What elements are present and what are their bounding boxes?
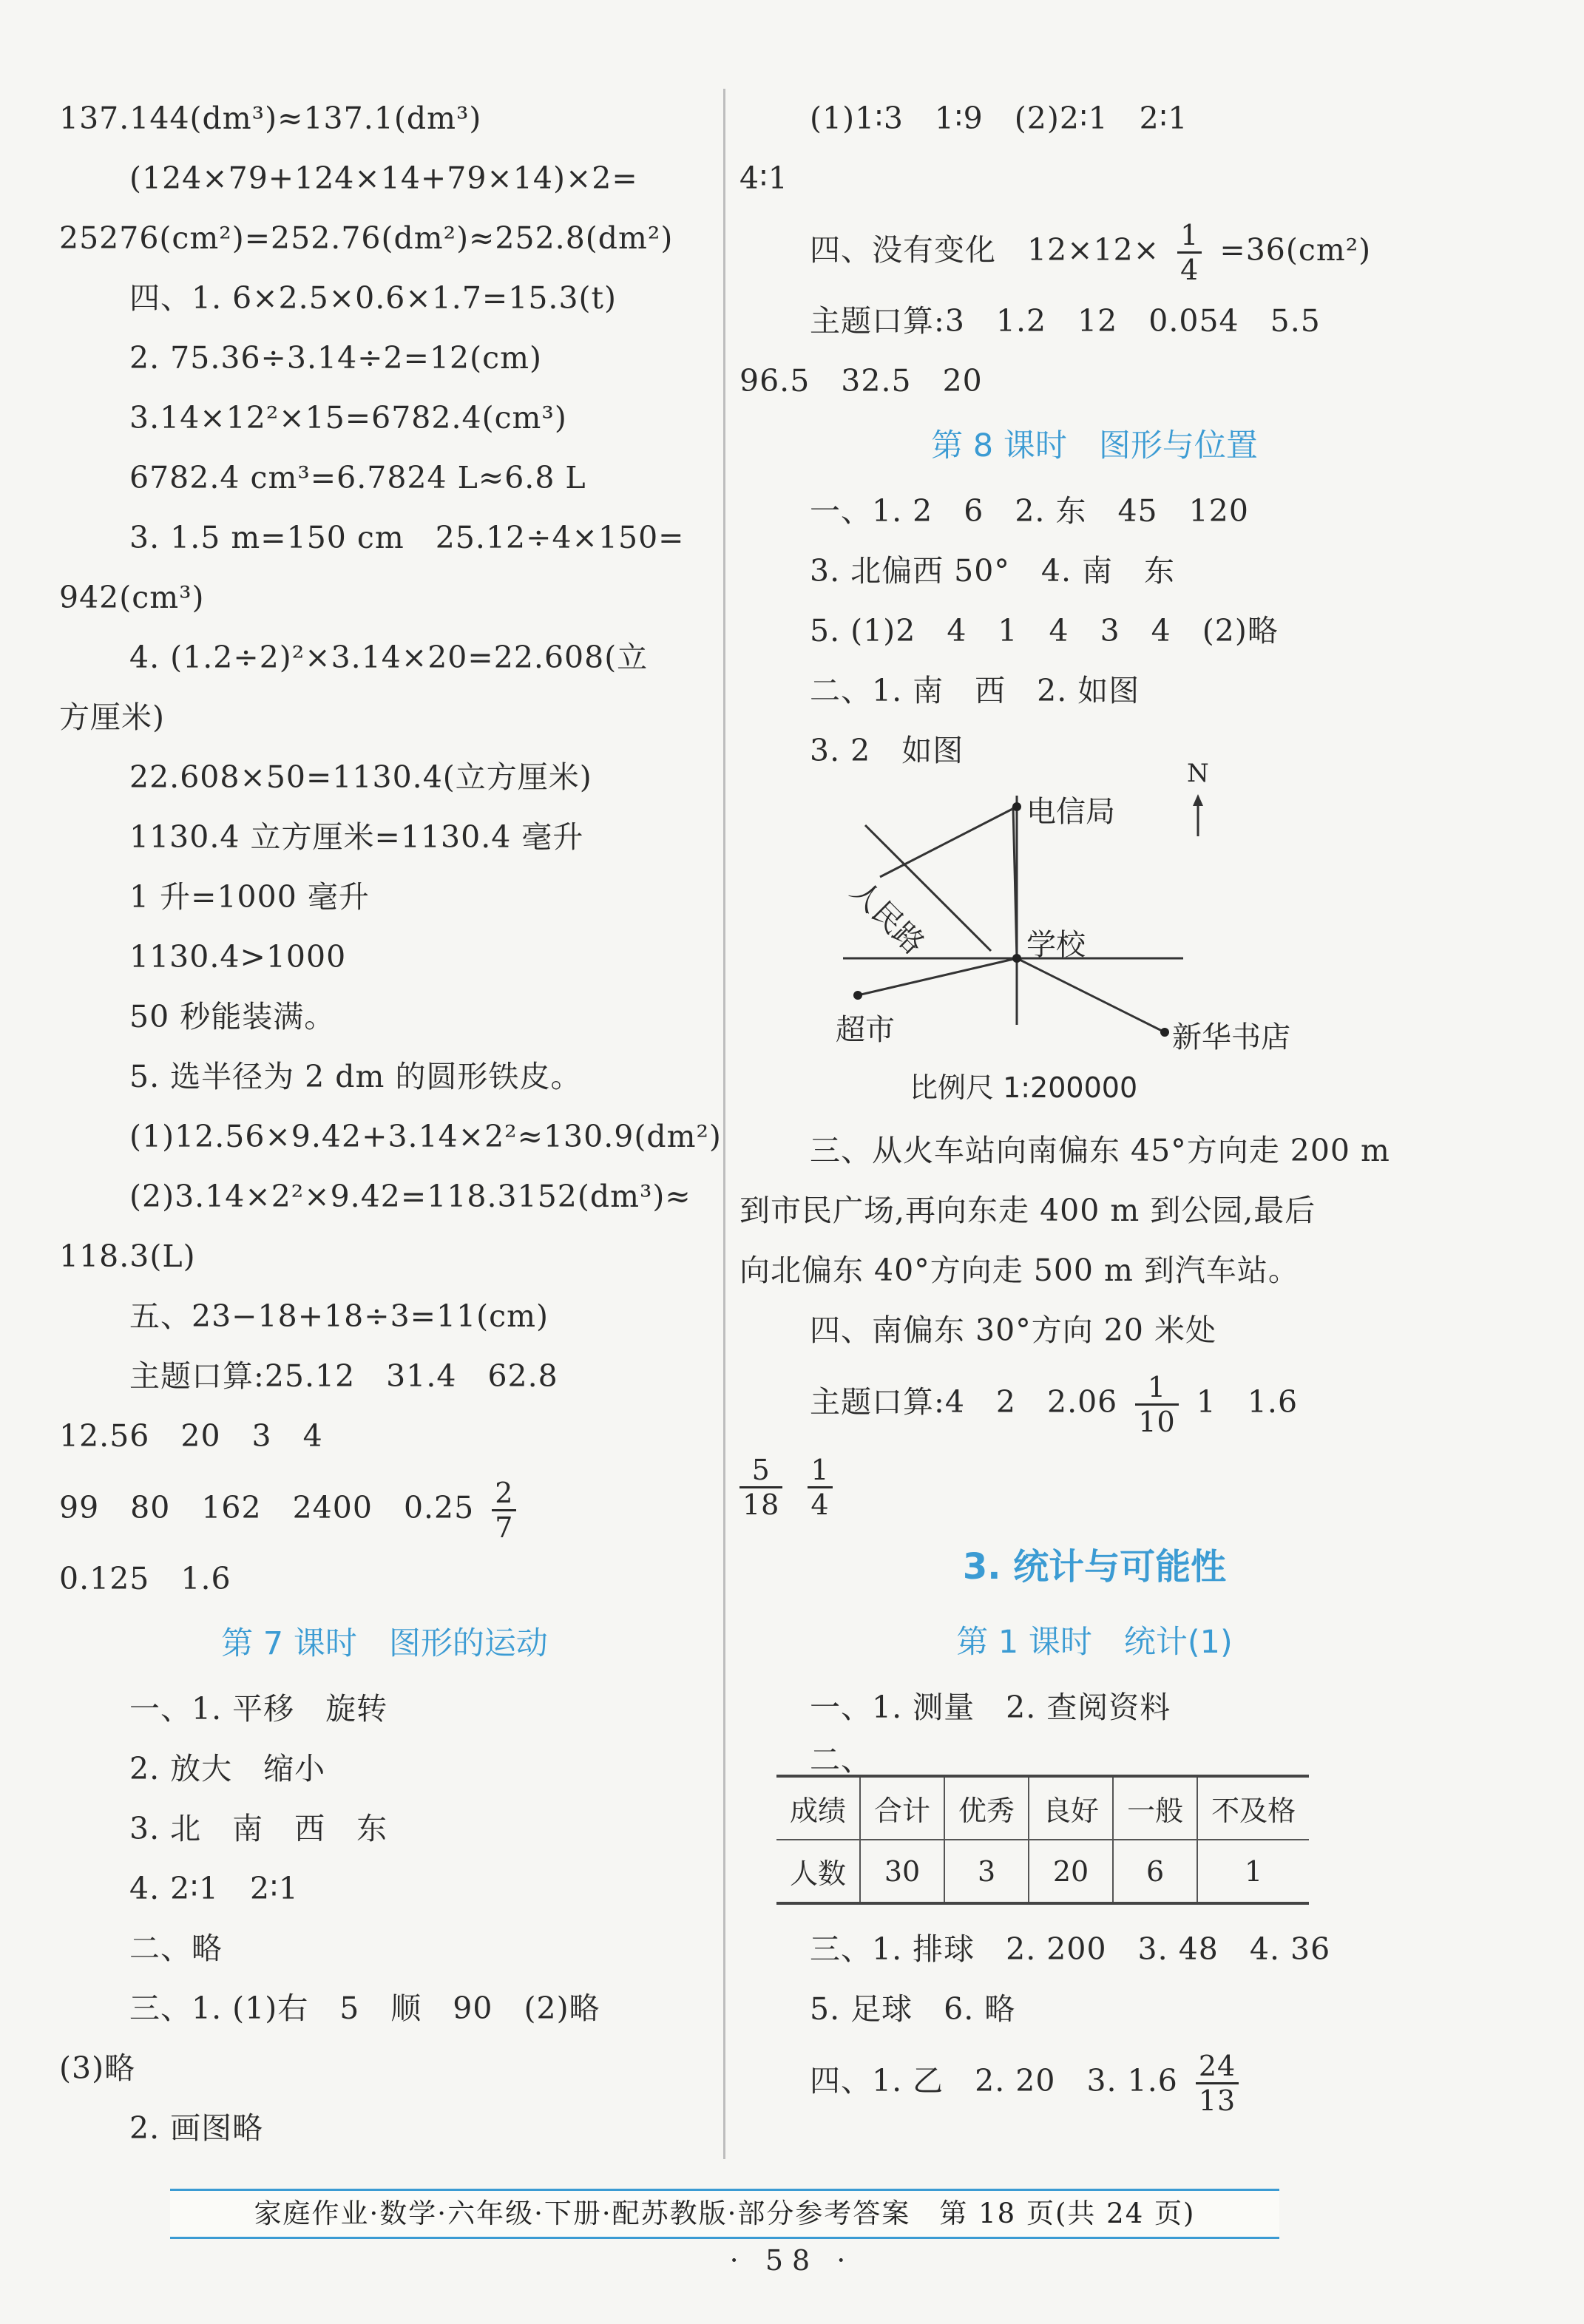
answer-line: 三、1. (1)右 5 顺 90 (2)略 xyxy=(129,1991,600,2026)
answer-line: 3. 北 南 西 东 xyxy=(129,1811,388,1846)
denominator: 4 xyxy=(1180,254,1199,286)
supermarket-label: 超市 xyxy=(836,1013,895,1047)
denominator: 13 xyxy=(1198,2084,1236,2117)
numerator: 1 xyxy=(1135,1371,1178,1406)
table-cell: 30 xyxy=(860,1840,944,1903)
numerator: 24 xyxy=(1196,2050,1239,2084)
answer-line xyxy=(739,209,1449,291)
answer-line: 1130.4 立方厘米=1130.4 毫升 xyxy=(129,819,584,855)
answer-line: 0.125 1.6 xyxy=(59,1561,231,1596)
mental-math-line: 主题口算:25.12 31.4 62.8 xyxy=(129,1358,558,1394)
fraction xyxy=(808,1454,832,1521)
north-label: N xyxy=(1187,759,1209,788)
answer-line: 向北偏东 40°方向走 500 m 到汽车站。 xyxy=(739,1253,1299,1288)
answer-line: 96.5 32.5 20 xyxy=(739,363,983,399)
answer-text: 四、没有变化 12×12× xyxy=(810,232,1160,268)
numerator: 5 xyxy=(739,1454,782,1488)
answer-line: 50 秒能装满。 xyxy=(129,999,336,1034)
table-cell: 优秀 xyxy=(944,1776,1029,1840)
answer-line: 3.14×12²×15=6782.4(cm³) xyxy=(129,400,567,436)
answer-line: 6782.4 cm³=6.7824 L≈6.8 L xyxy=(129,460,586,495)
table-cell: 成绩 xyxy=(776,1776,860,1840)
answer-line: 三、从火车站向南偏东 45°方向走 200 m xyxy=(810,1133,1390,1168)
answer-line: 五、23−18+18÷3=11(cm) xyxy=(129,1298,549,1334)
section-heading: 第 8 课时 图形与位置 xyxy=(931,427,1258,464)
answer-line: 5. 选半径为 2 dm 的圆形铁皮。 xyxy=(129,1059,582,1094)
telecom-label: 电信局 xyxy=(1026,795,1115,829)
table-cell: 3 xyxy=(944,1840,1029,1903)
page-number: · 58 · xyxy=(729,2244,855,2277)
map-scale: 比例尺 1:200000 xyxy=(910,1071,1138,1104)
answer-text: =36(cm²) xyxy=(1219,232,1372,268)
answer-line: 4. (1.2÷2)²×3.14×20=22.608(立 xyxy=(129,640,649,675)
answer-line: 四、南偏东 30°方向 20 米处 xyxy=(810,1312,1216,1348)
answer-line: 3. 1.5 m=150 cm 25.12÷4×150= xyxy=(129,520,685,555)
fraction xyxy=(1196,2050,1239,2117)
answer-line: (2)3.14×2²×9.42=118.3152(dm³)≈ xyxy=(129,1179,691,1214)
section-heading: 第 7 课时 图形的运动 xyxy=(221,1625,548,1662)
answer-line: 118.3(L) xyxy=(59,1239,196,1274)
answer-text: 1 1.6 xyxy=(1196,1384,1299,1420)
answer-line: 二、1. 南 西 2. 如图 xyxy=(810,673,1140,708)
numerator: 1 xyxy=(1177,219,1202,254)
answer-line: 2. 75.36÷3.14÷2=12(cm) xyxy=(129,340,542,376)
table-cell: 良好 xyxy=(1029,1776,1113,1840)
table-cell: 20 xyxy=(1029,1840,1113,1903)
stats-table xyxy=(776,1775,1309,1905)
table-cell: 人数 xyxy=(776,1840,860,1903)
answer-line: 22.608×50=1130.4(立方厘米) xyxy=(129,759,592,795)
table-cell: 6 xyxy=(1113,1840,1197,1903)
answer-text: 99 80 162 2400 0.25 xyxy=(59,1490,475,1525)
answer-line: 2. 画图略 xyxy=(129,2110,264,2146)
left-column xyxy=(59,89,722,2158)
answer-line: 5. (1)2 4 1 4 3 4 (2)略 xyxy=(810,613,1279,648)
numerator: 2 xyxy=(492,1477,516,1511)
denominator: 18 xyxy=(742,1488,780,1521)
location-map xyxy=(739,759,1449,1121)
answer-line: 一、1. 测量 2. 查阅资料 xyxy=(810,1690,1171,1725)
answer-line: 一、1. 2 6 2. 东 45 120 xyxy=(810,493,1249,529)
fraction xyxy=(1177,219,1202,286)
answer-line xyxy=(59,1466,710,1549)
bookstore-label: 新华书店 xyxy=(1172,1020,1290,1054)
answer-line: 二、 xyxy=(810,1742,872,1778)
fraction xyxy=(1135,1371,1178,1438)
answer-line: 一、1. 平移 旋转 xyxy=(129,1691,388,1727)
answer-line: (1)12.56×9.42+3.14×2²≈130.9(dm²) xyxy=(129,1119,722,1154)
table-cell: 不及格 xyxy=(1197,1776,1309,1840)
answer-line: 二、略 xyxy=(129,1931,223,1966)
mental-math-line xyxy=(739,1361,1449,1443)
denominator: 10 xyxy=(1138,1406,1176,1438)
answer-line xyxy=(739,1443,1449,1526)
answer-line: 1 升=1000 毫升 xyxy=(129,879,370,915)
answer-line: (1)1∶3 1∶9 (2)2∶1 2∶1 xyxy=(810,101,1188,136)
fraction xyxy=(739,1454,782,1521)
fraction xyxy=(492,1477,516,1544)
denominator: 4 xyxy=(810,1488,830,1521)
answer-line: 到市民广场,再向东走 400 m 到公园,最后 xyxy=(739,1193,1316,1228)
mental-math-line: 主题口算:3 1.2 12 0.054 5.5 xyxy=(810,303,1321,339)
table-row xyxy=(776,1840,1309,1903)
denominator: 7 xyxy=(495,1511,514,1544)
right-column xyxy=(739,89,1449,2122)
page-footer: 家庭作业·数学·六年级·下册·配苏教版·部分参考答案 第 18 页(共 24 页) xyxy=(170,2189,1279,2239)
table-cell: 一般 xyxy=(1113,1776,1197,1840)
answer-line: 25276(cm²)=252.76(dm²)≈252.8(dm²) xyxy=(59,220,674,256)
answer-text: 主题口算:4 2 2.06 xyxy=(810,1384,1118,1420)
section-heading: 第 1 课时 统计(1) xyxy=(956,1624,1233,1661)
school-label: 学校 xyxy=(1026,928,1086,962)
column-divider xyxy=(723,89,725,2159)
answer-line: 2. 放大 缩小 xyxy=(129,1751,326,1786)
answer-line: 三、1. 排球 2. 200 3. 48 4. 36 xyxy=(810,1931,1331,1967)
answer-line: 942(cm³) xyxy=(59,580,205,615)
answer-line: 4. 2∶1 2∶1 xyxy=(129,1871,299,1906)
road-label: 人民路 xyxy=(844,874,931,961)
answer-line: 方厘米) xyxy=(59,699,165,735)
answer-line: 4∶1 xyxy=(739,160,788,196)
answer-line: 3. 北偏西 50° 4. 南 东 xyxy=(810,553,1176,589)
answer-line: (124×79+124×14+79×14)×2= xyxy=(129,160,638,196)
answer-line: 3. 2 如图 xyxy=(810,733,964,768)
answer-line: 137.144(dm³)≈137.1(dm³) xyxy=(59,101,482,136)
chapter-heading: 3. 统计与可能性 xyxy=(962,1546,1227,1588)
answer-line: 1130.4>1000 xyxy=(129,939,347,975)
table-header-row xyxy=(776,1776,1309,1840)
table-cell: 1 xyxy=(1197,1840,1309,1903)
answer-line: 12.56 20 3 4 xyxy=(59,1418,323,1454)
answer-line xyxy=(739,2039,1449,2122)
answer-line: 5. 足球 6. 略 xyxy=(810,1991,1016,2027)
numerator: 1 xyxy=(808,1454,832,1488)
answer-line: 四、1. 6×2.5×0.6×1.7=15.3(t) xyxy=(129,280,617,316)
table-cell: 合计 xyxy=(860,1776,944,1840)
answer-text: 四、1. 乙 2. 20 3. 1.6 xyxy=(810,2063,1178,2098)
answer-line: (3)略 xyxy=(59,2050,136,2086)
